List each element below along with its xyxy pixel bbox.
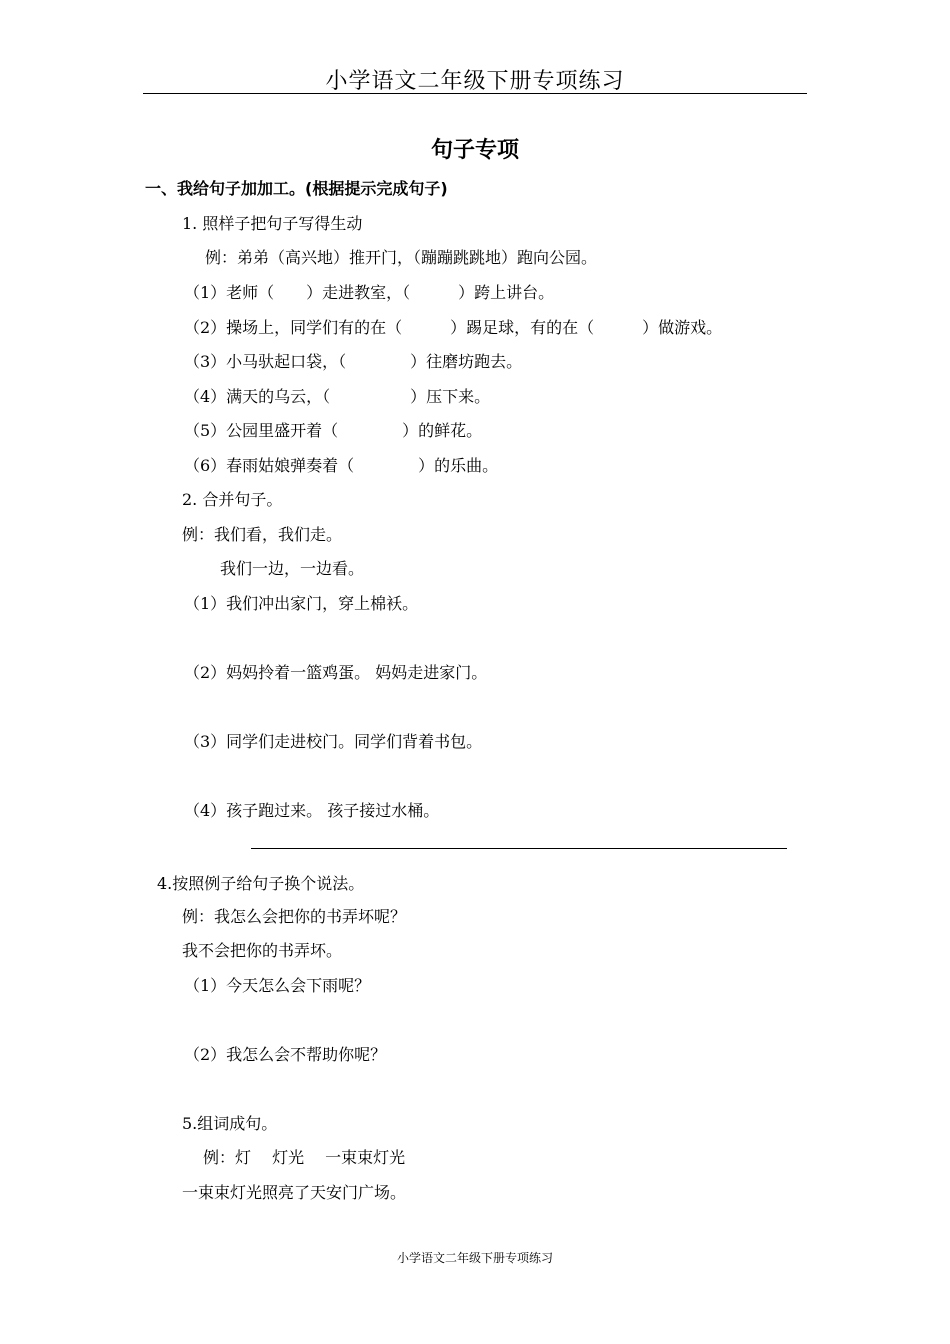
q5-example: 例：灯 灯光 一束束灯光: [203, 1148, 406, 1167]
q1-example: 例：弟弟（高兴地）推开门，（蹦蹦跳跳地）跑向公园。: [205, 248, 598, 267]
header-rule: [143, 93, 807, 94]
q5-title: 5.组词成句。: [182, 1114, 278, 1133]
q5-example-sentence: 一束束灯光照亮了天安门广场。: [182, 1183, 407, 1202]
q2-item-2: （2）妈妈拎着一篮鸡蛋。 妈妈走进家门。: [184, 663, 488, 682]
q1-item-2: （2）操场上，同学们有的在（ ）踢足球，有的在（ ）做游戏。: [184, 318, 723, 337]
q2-item-1: （1）我们冲出家门，穿上棉袄。: [184, 594, 419, 613]
q2-title: 2. 合并句子。: [182, 490, 283, 509]
q4-item-2: （2）我怎么会不帮助你呢？: [184, 1045, 387, 1064]
q4-title: 4.按照例子给句子换个说法。: [157, 874, 365, 893]
q2-item-3: （3）同学们走进校门。同学们背着书包。: [184, 732, 483, 751]
q1-title: 1. 照样子把句子写得生动: [182, 214, 363, 233]
q2-example-line-1: 例：我们看，我们走。: [182, 525, 343, 544]
q2-example-line-2: 我们一边，一边看。: [220, 559, 365, 578]
q4-example-line-2: 我不会把你的书弄坏。: [182, 941, 343, 960]
q1-item-4: （4）满天的乌云，（ ）压下来。: [184, 387, 491, 406]
q1-item-5: （5）公园里盛开着（ ）的鲜花。: [184, 421, 483, 440]
q1-item-1: （1）老师（ ）走进教室，（ ）跨上讲台。: [184, 283, 555, 302]
q4-item-1: （1）今天怎么会下雨呢？: [184, 976, 371, 995]
q4-example-line-1: 例：我怎么会把你的书弄坏呢？: [182, 907, 407, 926]
page-header-title: 小学语文二年级下册专项练习: [325, 69, 625, 94]
q1-item-3: （3）小马驮起口袋，（ ）往磨坊跑去。: [184, 352, 523, 371]
section-divider: [251, 848, 787, 849]
document-title: 句子专项: [430, 138, 519, 163]
page-footer: 小学语文二年级下册专项练习: [396, 1251, 553, 1265]
q2-item-4: （4）孩子跑过来。 孩子接过水桶。: [184, 801, 440, 820]
section-1-heading: 一、我给句子加加工。(根据提示完成句子): [145, 179, 448, 198]
q1-item-6: （6）春雨姑娘弹奏着（ ）的乐曲。: [184, 456, 499, 475]
